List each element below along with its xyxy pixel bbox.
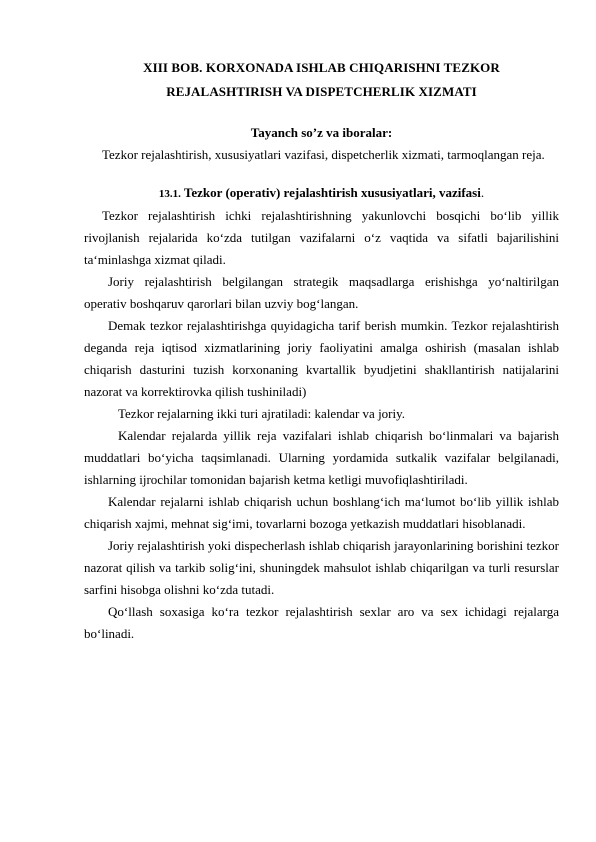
section-title: Tezkor (operativ) rejalashtirish xususiyatlari, vazifasi: [180, 185, 481, 200]
chapter-title-line-2: REJALASHTIRISH VA DISPETCHERLIK XIZMATI: [166, 84, 477, 99]
section-heading: [84, 182, 559, 205]
keywords-text: Tezkor rejalashtirish, xususiyatlari vazifasi, dispetcherlik xizmati, tarmoqlangan reja.: [102, 147, 545, 162]
keywords-heading: Tayanch so’z va iboralar:: [250, 125, 393, 140]
paragraph-2: Joriy rejalashtirish belgilangan strategik maqsadlarga erishishga yo‘naltirilgan operativ boshqaruv qarorlari bilan uzviy bog‘langan.: [84, 274, 559, 311]
paragraph-5: Kalendar rejalarda yillik reja vazifalari ishlab chiqarish bo‘linmalari va bajarish muddatlari bo‘yicha taqsimlanadi. Ularning yordamida sutkalik vazifalar belgilanadi, ishlarning ijrochilar tomonidan bajarish ketma ketligi muvofiqlashtiriladi.: [84, 428, 559, 487]
paragraph-4: Tezkor rejalarning ikki turi ajratiladi: kalendar va joriy.: [118, 406, 406, 421]
paragraph-6: Kalendar rejalarni ishlab chiqarish uchun boshlang‘ich ma‘lumot bo‘lib yillik ishlab chiqarish xajmi, mehnat sig‘imi, tovarlarni bozoga yetkazish muddatlari hisoblanadi.: [84, 494, 559, 531]
chapter-title: [84, 56, 559, 104]
paragraph-3: Demak tezkor rejalashtirishga quyidagicha tarif berish mumkin. Tezkor rejalashtirish deganda reja iqtisod xizmatlarining joriy faoliyatini amalga oshirish (masalan ishlab chiqarish dasturini tuzish korxonaning kvartallik byudjetini shakllantirish natijalarini nazorat va korrektirovka qilish tushiniladi): [84, 318, 559, 399]
paragraph-8: Qo‘llash soxasiga ko‘ra tezkor rejalashtirish sexlar aro va sex ichidagi rejalarga bo‘linadi.: [84, 604, 559, 641]
section-title-period: .: [480, 185, 485, 200]
chapter-title-line-1: XIII BOB. KORXONADA ISHLAB CHIQARISHNI TEZKOR: [143, 60, 500, 75]
document-content: [84, 56, 559, 645]
paragraph-1: Tezkor rejalashtirish ichki rejalashtirishning yakunlovchi bosqichi bo‘lib yillik rivojlanish rejalarida ko‘zda tutilgan vazifalarni o‘z vaqtida va sifatli bajarilishini ta‘minlashga xizmat qiladi.: [84, 208, 559, 267]
paragraph-7: Joriy rejalashtirish yoki dispecherlash ishlab chiqarish jarayonlarining borishini tezkor nazorat qilish va tarkib solig‘ini, shuningdek mahsulot ishlab chiqarilgan va turli resurslar sarfini hisobga olishni ko‘zda tutadi.: [84, 538, 559, 597]
section-number: 13.1.: [158, 188, 181, 200]
